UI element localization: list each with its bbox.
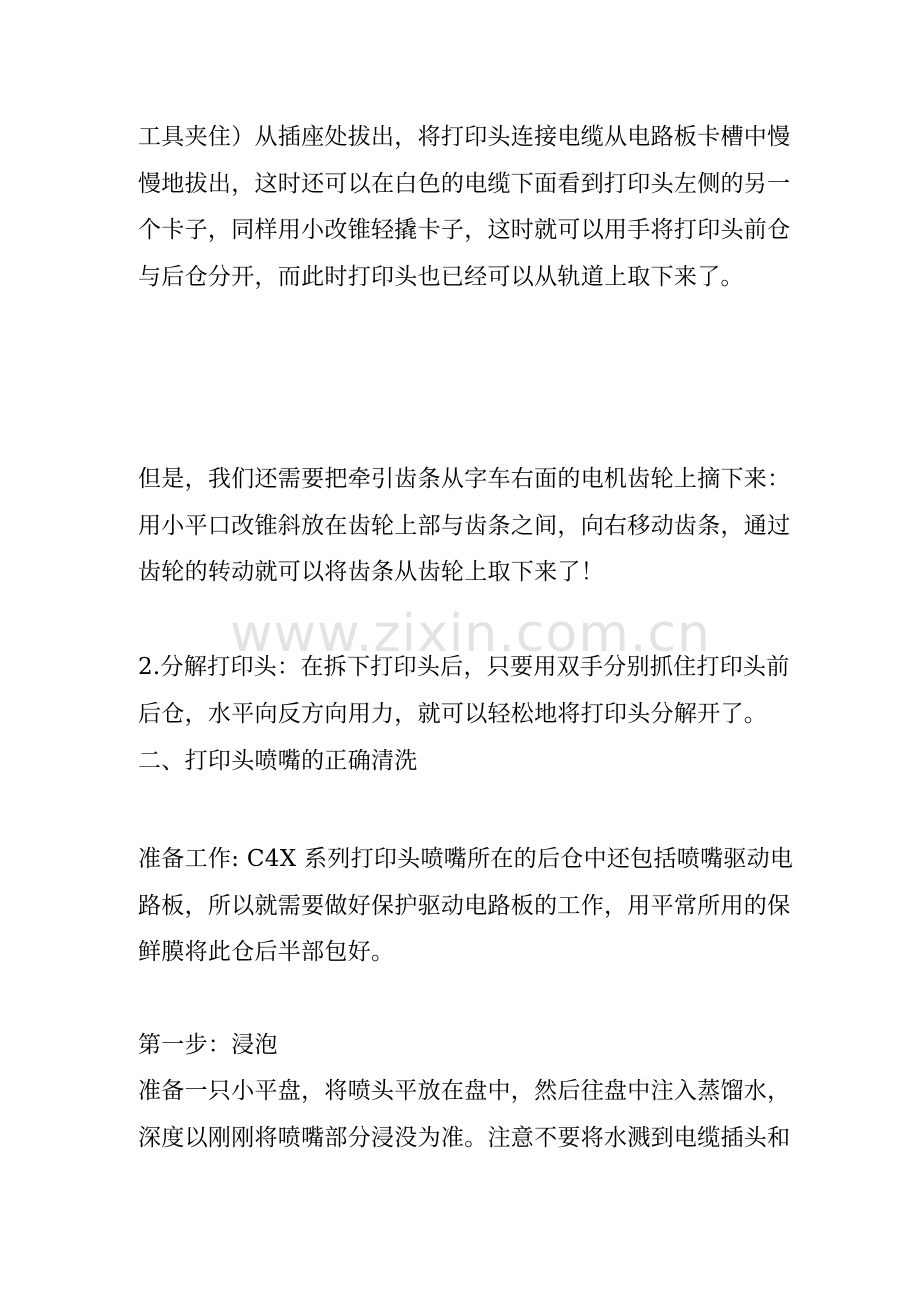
text-line: 但是，我们还需要把牵引齿条从字车右面的电机齿轮上摘下来： bbox=[138, 466, 791, 492]
text-line: 用小平口改锥斜放在齿轮上部与齿条之间，向右移动齿条，通过 bbox=[138, 512, 791, 539]
paragraph-rack-removal bbox=[138, 456, 791, 596]
paragraph-disassemble-printhead bbox=[138, 644, 788, 737]
section-heading-nozzle-cleaning bbox=[138, 738, 788, 785]
text-line: 第一步：浸泡 bbox=[138, 1032, 278, 1058]
text-line: 路板，所以就需要做好保护驱动电路板的工作，用平常所用的保 bbox=[138, 892, 791, 919]
text-line: 工具夹住）从插座处拔出，将打印头连接电缆从电路板卡槽中慢 bbox=[138, 124, 791, 150]
paragraph-soak-instructions bbox=[138, 1068, 791, 1161]
step-heading-soak bbox=[138, 1022, 788, 1069]
text-line: 齿轮的转动就可以将齿条从齿轮上取下来了！ bbox=[138, 559, 604, 585]
paragraph-preparation bbox=[138, 836, 794, 976]
text-line: 准备工作: C4X 系列打印头喷嘴所在的后仓中还包括喷嘴驱动电 bbox=[138, 846, 794, 872]
text-line: 准备一只小平盘，将喷头平放在盘中，然后往盘中注入蒸馏水， bbox=[138, 1078, 791, 1104]
text-line: 鲜膜将此仓后半部包好。 bbox=[138, 939, 395, 965]
text-line: 个卡子，同样用小改锥轻撬卡子，这时就可以用手将打印头前仓 bbox=[138, 217, 791, 243]
watermark: www.zixin.com.cn bbox=[230, 604, 711, 664]
text-line: 后仓，水平向反方向用力，就可以轻松地将打印头分解开了。 bbox=[138, 700, 768, 727]
text-line: 深度以刚刚将喷嘴部分浸没为准。注意不要将水溅到电缆插头和 bbox=[138, 1124, 791, 1151]
text-line: 二、打印头喷嘴的正确清洗 bbox=[138, 748, 418, 774]
text-line: 与后仓分开，而此时打印头也已经可以从轨道上取下来了。 bbox=[138, 263, 744, 290]
paragraph-printhead-removal bbox=[138, 114, 791, 300]
text-line: 2.分解打印头：在拆下打印头后，只要用双手分别抓住打印头前 bbox=[138, 654, 790, 680]
text-line: 慢地拔出，这时还可以在白色的电缆下面看到打印头左侧的另一 bbox=[138, 170, 791, 197]
